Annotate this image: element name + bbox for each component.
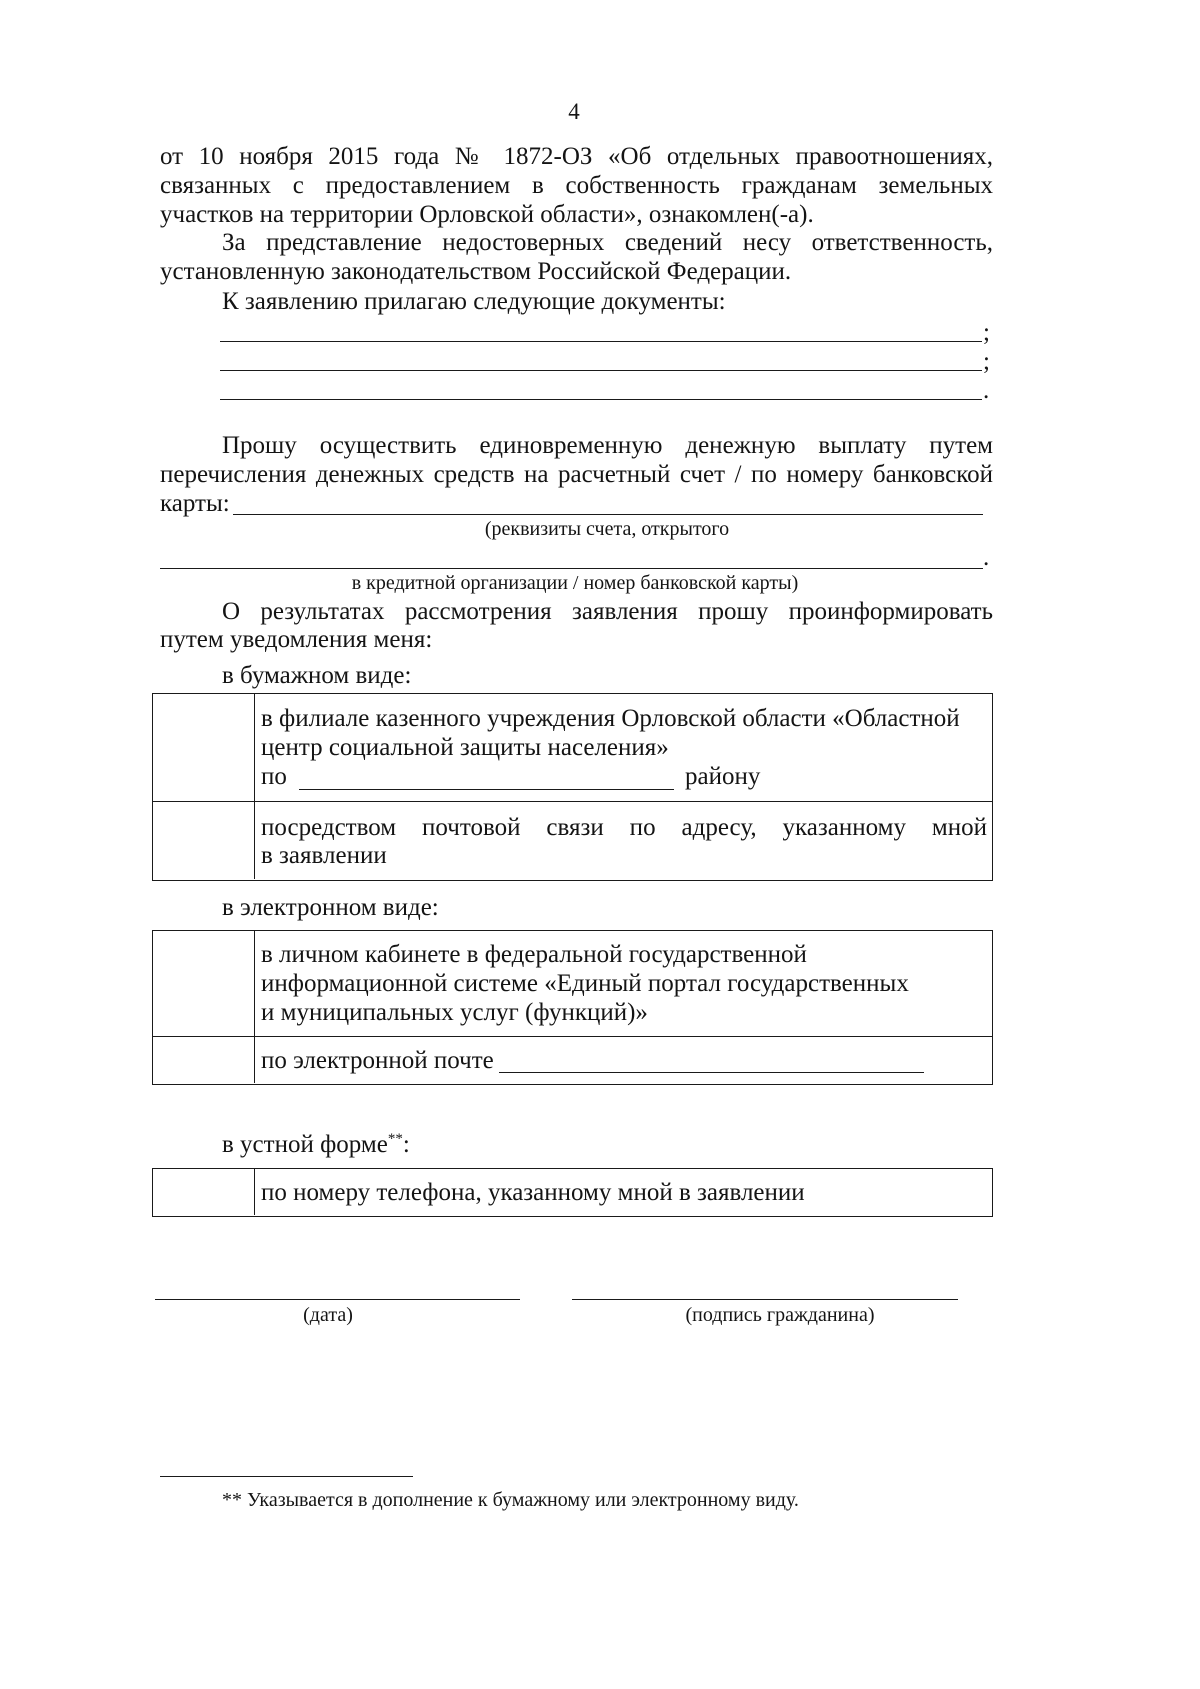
email-field[interactable] bbox=[499, 1050, 924, 1073]
payment-line-2: перечисления денежных средств на расчетный счет / по номеру банковской bbox=[160, 461, 993, 488]
option-text-line: информационной системе «Единый портал государственных bbox=[261, 970, 909, 997]
paper-options-table bbox=[152, 693, 993, 881]
email-label: по электронной почте bbox=[261, 1047, 494, 1074]
oral-heading bbox=[222, 1130, 410, 1159]
footnote-separator bbox=[160, 1476, 413, 1477]
district-prefix: по bbox=[261, 763, 287, 790]
liability-line-1: За представление недостоверных сведений несу ответственность, bbox=[222, 229, 993, 256]
electronic-options-table bbox=[152, 930, 993, 1085]
option-row-email bbox=[153, 1036, 992, 1083]
account-details-field-2[interactable] bbox=[160, 546, 983, 569]
phone-option-checkbox[interactable] bbox=[153, 1169, 255, 1215]
paper-heading: в бумажном виде: bbox=[222, 662, 412, 689]
footnote-text: ** Указывается в дополнение к бумажному или электронному виду. bbox=[222, 1489, 799, 1511]
option-row-branch-office bbox=[153, 694, 992, 801]
attachment-field-2-end: ; bbox=[983, 348, 990, 375]
email-option-checkbox[interactable] bbox=[153, 1037, 255, 1083]
account-details-caption-1: (реквизиты счета, открытого bbox=[484, 518, 730, 540]
option-text-line: центр социальной защиты населения» bbox=[261, 734, 669, 761]
gosuslugi-option-checkbox[interactable] bbox=[153, 931, 255, 1036]
phone-option-label: по номеру телефона, указанному мной в заявлении bbox=[261, 1179, 805, 1206]
liability-line-2: установленную законодательством Российской Федерации. bbox=[160, 258, 792, 285]
oral-heading-text: в устной форме bbox=[222, 1131, 388, 1158]
card-label: карты: bbox=[160, 490, 230, 517]
option-text-line: и муниципальных услуг (функций)» bbox=[261, 999, 648, 1026]
account-details-caption-2: в кредитной организации / номер банковской карты) bbox=[351, 572, 799, 594]
signature-caption: (подпись гражданина) bbox=[685, 1304, 875, 1326]
postal-option-text bbox=[255, 802, 992, 879]
notification-line-1: О результатах рассмотрения заявления прошу проинформировать bbox=[222, 598, 993, 625]
footnote-mark: ** bbox=[387, 1131, 403, 1147]
attachment-field-1[interactable] bbox=[220, 319, 982, 342]
signature-field[interactable] bbox=[572, 1277, 958, 1300]
district-field[interactable] bbox=[299, 767, 674, 790]
intro-line-2: связанных с предоставлением в собственность гражданам земельных bbox=[160, 172, 993, 199]
page-number: 4 bbox=[568, 99, 580, 124]
attachment-field-2[interactable] bbox=[220, 348, 982, 371]
option-text-line: посредством почтовой связи по адресу, указанному мной bbox=[261, 814, 987, 841]
option-row-phone bbox=[153, 1169, 992, 1215]
option-text-line: в заявлении bbox=[261, 842, 387, 869]
intro-line-3: участков на территории Орловской области», ознакомлен(-а). bbox=[160, 201, 814, 228]
date-field[interactable] bbox=[155, 1277, 520, 1300]
account-details-field[interactable] bbox=[233, 492, 983, 515]
option-text-line: в филиале казенного учреждения Орловской области «Областной bbox=[261, 705, 960, 732]
phone-option-text bbox=[255, 1169, 992, 1215]
attachment-field-1-end: ; bbox=[983, 319, 990, 346]
branch-office-option-text bbox=[255, 694, 992, 801]
postal-option-checkbox[interactable] bbox=[153, 802, 255, 879]
option-text-line: в личном кабинете в федеральной государственной bbox=[261, 941, 807, 968]
date-caption: (дата) bbox=[303, 1304, 353, 1326]
attachments-heading: К заявлению прилагаю следующие документы: bbox=[222, 288, 726, 315]
gosuslugi-option-text bbox=[255, 931, 992, 1036]
email-option-text bbox=[255, 1037, 992, 1083]
electronic-heading: в электронном виде: bbox=[222, 894, 439, 921]
attachment-field-3-end: . bbox=[983, 377, 990, 404]
notification-line-2: путем уведомления меня: bbox=[160, 626, 433, 653]
attachment-field-3[interactable] bbox=[220, 377, 982, 400]
oral-heading-colon: : bbox=[402, 1131, 410, 1158]
option-row-gosuslugi bbox=[153, 931, 992, 1036]
payment-line-1: Прошу осуществить единовременную денежную выплату путем bbox=[222, 432, 993, 459]
option-row-postal bbox=[153, 801, 992, 879]
account-details-end: . bbox=[983, 544, 990, 571]
intro-line-1: от 10 ноября 2015 года № 1872-ОЗ «Об отдельных правоотношениях, bbox=[160, 143, 993, 170]
oral-options-table bbox=[152, 1168, 993, 1217]
branch-office-option-checkbox[interactable] bbox=[153, 694, 255, 801]
district-suffix: району bbox=[685, 763, 761, 790]
